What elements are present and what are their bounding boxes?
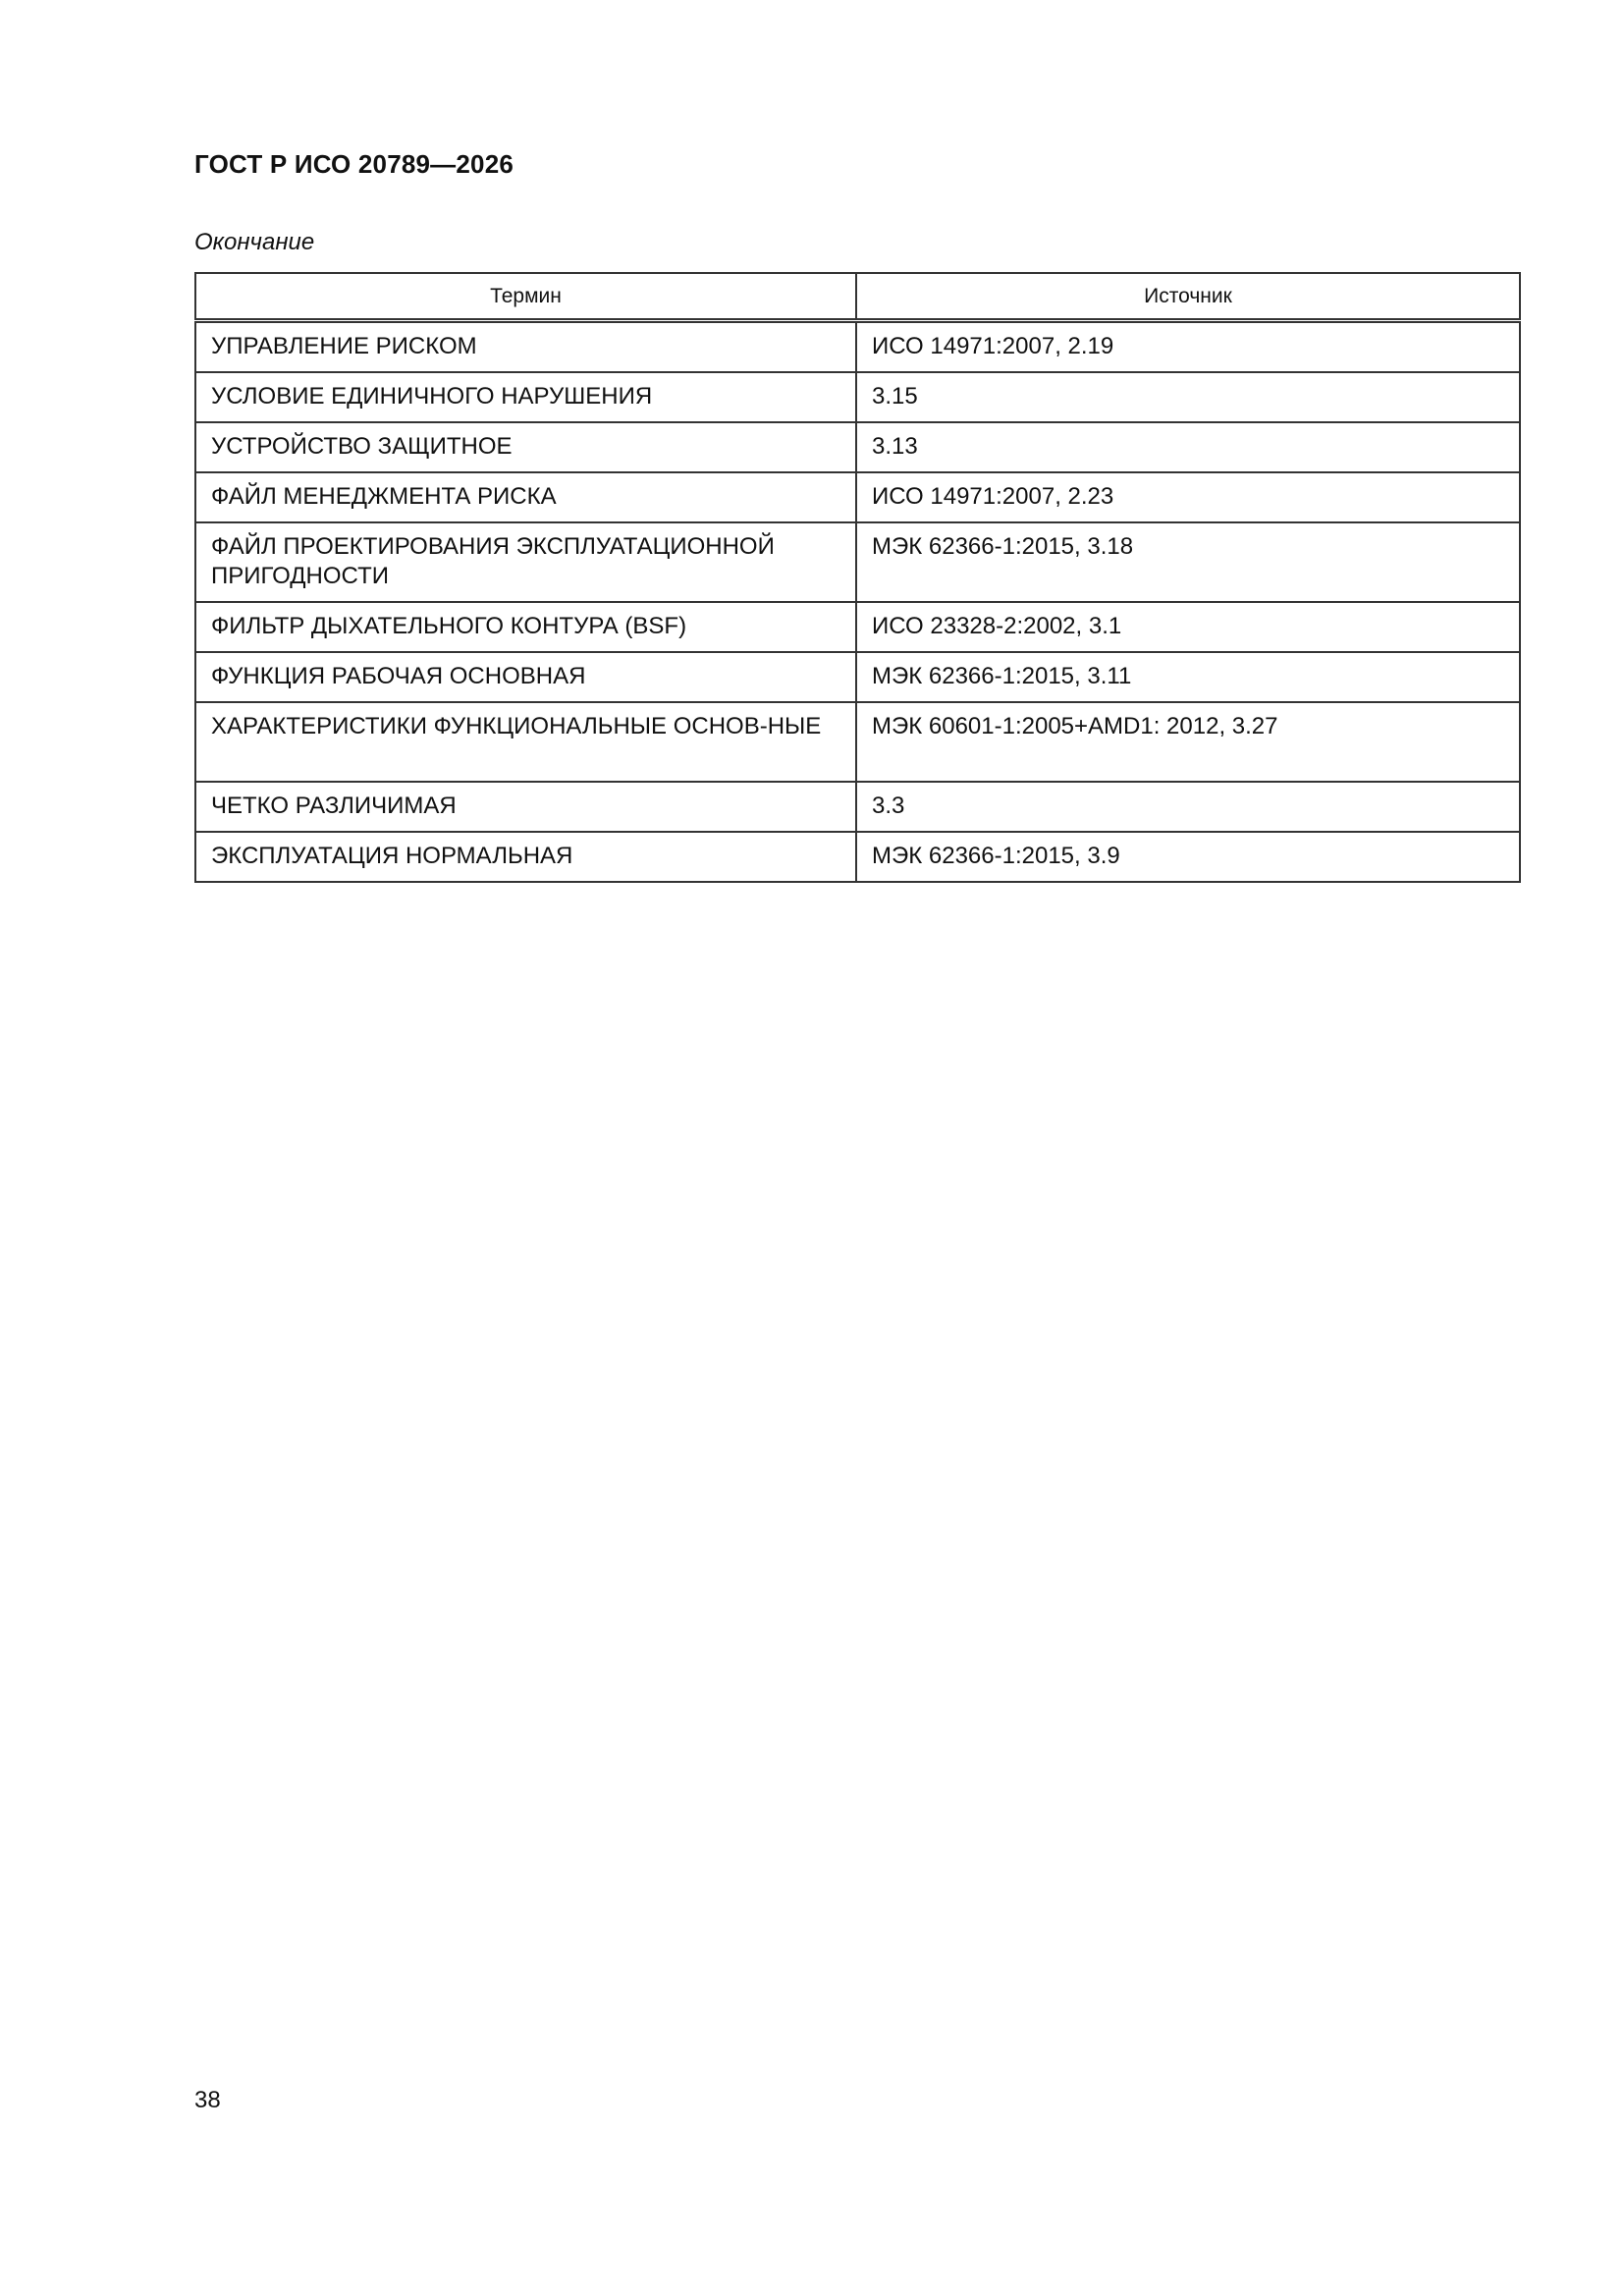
term-cell: УСТРОЙСТВО ЗАЩИТНОЕ (195, 422, 856, 472)
term-cell: ХАРАКТЕРИСТИКИ ФУНКЦИОНАЛЬНЫЕ ОСНОВ-НЫЕ (195, 702, 856, 782)
table-row (195, 782, 1520, 832)
term-cell: УПРАВЛЕНИЕ РИСКОМ (195, 321, 856, 373)
source-cell: МЭК 60601-1:2005+AMD1: 2012, 3.27 (856, 702, 1520, 782)
terms-table (194, 272, 1521, 883)
source-cell: ИСО 14971:2007, 2.23 (856, 472, 1520, 522)
term-cell: ЭКСПЛУАТАЦИЯ НОРМАЛЬНАЯ (195, 832, 856, 882)
source-cell: МЭК 62366-1:2015, 3.18 (856, 522, 1520, 602)
term-cell: ФУНКЦИЯ РАБОЧАЯ ОСНОВНАЯ (195, 652, 856, 702)
term-cell: УСЛОВИЕ ЕДИНИЧНОГО НАРУШЕНИЯ (195, 372, 856, 422)
source-cell: ИСО 14971:2007, 2.19 (856, 321, 1520, 373)
document-code: ГОСТ Р ИСО 20789—2026 (194, 149, 514, 179)
table-row (195, 321, 1520, 373)
source-cell: 3.13 (856, 422, 1520, 472)
table-row (195, 832, 1520, 882)
source-cell: МЭК 62366-1:2015, 3.11 (856, 652, 1520, 702)
table-caption: Окончание (194, 229, 315, 255)
term-cell: ФАЙЛ МЕНЕДЖМЕНТА РИСКА (195, 472, 856, 522)
table-row (195, 702, 1520, 782)
term-cell: ФАЙЛ ПРОЕКТИРОВАНИЯ ЭКСПЛУАТАЦИОННОЙ ПРИГОДНОСТИ (195, 522, 856, 602)
column-header-source: Источник (856, 273, 1520, 321)
table-row (195, 472, 1520, 522)
source-cell: МЭК 62366-1:2015, 3.9 (856, 832, 1520, 882)
table-row (195, 652, 1520, 702)
source-cell: 3.3 (856, 782, 1520, 832)
page-number: 38 (194, 2087, 221, 2113)
column-header-term: Термин (195, 273, 856, 321)
term-cell: ФИЛЬТР ДЫХАТЕЛЬНОГО КОНТУРА (BSF) (195, 602, 856, 652)
source-cell: 3.15 (856, 372, 1520, 422)
table-row (195, 372, 1520, 422)
source-cell: ИСО 23328-2:2002, 3.1 (856, 602, 1520, 652)
table-row (195, 422, 1520, 472)
term-cell: ЧЕТКО РАЗЛИЧИМАЯ (195, 782, 856, 832)
table-row (195, 602, 1520, 652)
table-row (195, 522, 1520, 602)
table-header-row (195, 273, 1520, 321)
